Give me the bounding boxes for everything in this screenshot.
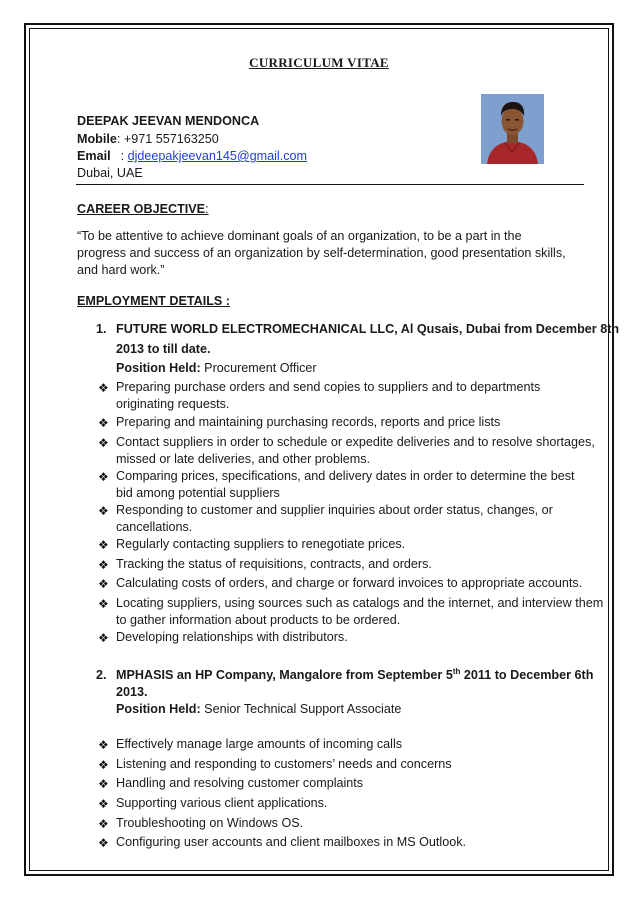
bullet-icon: ❖ <box>98 597 109 611</box>
job-1-position <box>116 361 317 375</box>
bullet-icon: ❖ <box>98 631 109 645</box>
bullet-icon: ❖ <box>98 797 109 811</box>
bullet-icon: ❖ <box>98 504 109 518</box>
job-2-title-post: 2011 to December 6th <box>460 668 594 682</box>
duty-line: Troubleshooting on Windows OS. <box>116 816 304 830</box>
bullet-icon: ❖ <box>98 836 109 850</box>
bullet-icon: ❖ <box>98 577 109 591</box>
job-2-position-label: Position Held: <box>116 702 201 716</box>
duty-line: Configuring user accounts and client mailboxes in MS Outlook. <box>116 835 467 849</box>
duty-line: Effectively manage large amounts of incoming calls <box>116 737 403 751</box>
job-2-number: 2. <box>96 668 107 682</box>
duty-line: Handling and resolving customer complaints <box>116 776 364 790</box>
duty-line: Developing relationships with distributors. <box>116 630 348 644</box>
mobile-label: Mobile <box>77 132 117 146</box>
duty-line: Preparing and maintaining purchasing records, reports and price lists <box>116 415 501 429</box>
bullet-icon: ❖ <box>98 817 109 831</box>
job-2-position <box>116 702 401 716</box>
job-2-title-pre: MPHASIS an HP Company, Mangalore from September 5 <box>116 668 453 682</box>
job-1-number: 1. <box>96 322 107 336</box>
profile-photo <box>481 94 544 164</box>
header-divider <box>76 184 584 185</box>
bullet-icon: ❖ <box>98 436 109 450</box>
duty-line: Listening and responding to customers’ needs and concerns <box>116 757 452 771</box>
email-separator: : <box>120 149 125 163</box>
job-2-title-sup: th <box>452 666 461 676</box>
duty-line: Locating suppliers, using sources such as catalogs and the internet, and interview them <box>116 596 604 610</box>
duty-line: missed or late deliveries, and other problems. <box>116 452 371 466</box>
job-1-title-line-1: FUTURE WORLD ELECTROMECHANICAL LLC, Al Qusais, Dubai from December 8th <box>116 322 620 336</box>
duty-line: Contact suppliers in order to schedule or expedite deliveries and to resolve shortages, <box>116 435 595 449</box>
bullet-icon: ❖ <box>98 738 109 752</box>
duty-line: Regularly contacting suppliers to renegotiate prices. <box>116 537 406 551</box>
duty-line: Responding to customer and supplier inquiries about order status, changes, or <box>116 503 553 517</box>
employment-heading: EMPLOYMENT DETAILS : <box>77 294 230 308</box>
job-2-position-value: Senior Technical Support Associate <box>204 702 402 716</box>
candidate-name: DEEPAK JEEVAN MENDONCA <box>77 114 260 128</box>
duty-line: Comparing prices, specifications, and delivery dates in order to determine the best <box>116 469 575 483</box>
career-objective-line-2: progress and success of an organization by self-determination, good presentation skills, <box>77 246 566 260</box>
mobile-line <box>77 132 219 146</box>
bullet-icon: ❖ <box>98 758 109 772</box>
career-heading-text: CAREER OBJECTIVE <box>77 202 206 216</box>
bullet-icon: ❖ <box>98 470 109 484</box>
career-objective-line-1: “To be attentive to achieve dominant goals of an organization, to be a part in the <box>77 229 522 243</box>
bullet-icon: ❖ <box>98 558 109 572</box>
document-title: CURRICULUM VITAE <box>249 55 389 70</box>
bullet-icon: ❖ <box>98 538 109 552</box>
career-objective-line-3: and hard work.” <box>77 263 165 277</box>
job-2-title-line-1 <box>116 668 593 682</box>
location: Dubai, UAE <box>77 166 143 180</box>
job-2-title-line-2: 2013. <box>116 685 148 699</box>
duty-line: bid among potential suppliers <box>116 486 280 500</box>
email-link[interactable]: djdeepakjeevan145@gmail.com <box>127 149 308 163</box>
career-objective-heading <box>77 202 209 216</box>
duty-line: Preparing purchase orders and send copies to suppliers and to departments <box>116 380 541 394</box>
bullet-icon: ❖ <box>98 381 109 395</box>
email-label: Email <box>77 149 111 163</box>
duty-line: to gather information about products to be ordered. <box>116 613 401 627</box>
person-portrait-icon <box>481 94 544 164</box>
job-1-title-line-2: 2013 to till date. <box>116 342 211 356</box>
mobile-value: : +971 557163250 <box>116 132 219 146</box>
career-heading-colon: : <box>205 202 209 216</box>
job-1-position-value: Procurement Officer <box>204 361 317 375</box>
bullet-icon: ❖ <box>98 777 109 791</box>
duty-line: Calculating costs of orders, and charge or forward invoices to appropriate accounts. <box>116 576 583 590</box>
duty-line: Tracking the status of requisitions, contracts, and orders. <box>116 557 432 571</box>
duty-line: cancellations. <box>116 520 193 534</box>
duty-line: originating requests. <box>116 397 230 411</box>
email-line <box>77 149 307 163</box>
duty-line: Supporting various client applications. <box>116 796 328 810</box>
job-1-position-label: Position Held: <box>116 361 201 375</box>
bullet-icon: ❖ <box>98 416 109 430</box>
